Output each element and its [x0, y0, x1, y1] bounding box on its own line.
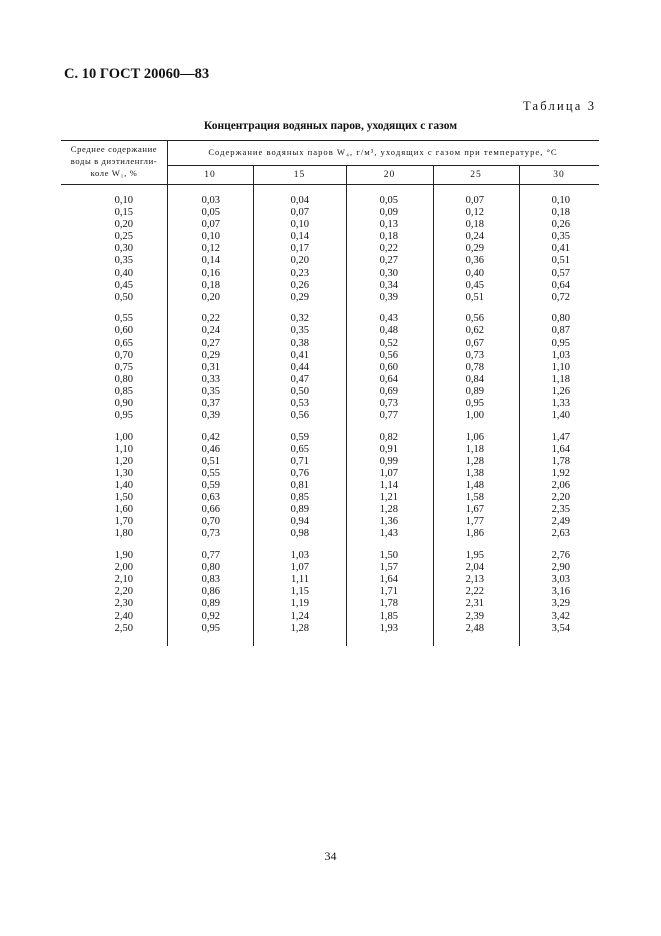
- table-cell: 2,63: [551, 528, 570, 540]
- table-cell: 0,95: [114, 410, 133, 422]
- table-cell: 0,60: [114, 325, 133, 337]
- table-cell: 0,12: [201, 243, 220, 255]
- table-cell: 1,03: [290, 550, 309, 562]
- table-cell: 0,29: [465, 243, 484, 255]
- table-cell: 1,77: [465, 516, 484, 528]
- table-cell: 0,44: [290, 361, 309, 373]
- table-cell: 0,47: [290, 373, 309, 385]
- table-cell: 0,41: [290, 349, 309, 361]
- table-cell: 1,33: [551, 398, 570, 409]
- table-cell: 0,41: [551, 243, 570, 255]
- table-cell: 3,42: [551, 610, 570, 622]
- table-cell: 1,10: [551, 361, 570, 373]
- table-cell: 3,03: [551, 574, 570, 586]
- table-cell: 0,57: [551, 267, 570, 279]
- table-cell: 0,10: [290, 219, 309, 231]
- table-cell: 0,18: [465, 219, 484, 231]
- table-cell: 1,86: [465, 528, 484, 540]
- table-cell: 0,73: [379, 398, 398, 409]
- table-cell: 0,66: [201, 504, 220, 516]
- table-cell: 2,39: [465, 610, 484, 622]
- vapor-column: [424, 195, 484, 635]
- table-cell: 1,26: [551, 385, 570, 397]
- table-cell: 1,40: [551, 410, 570, 422]
- table-cell: 0,32: [290, 313, 309, 325]
- table-cell: 0,07: [290, 207, 309, 219]
- table-cell: 0,35: [114, 255, 133, 267]
- vapor-column: [510, 195, 570, 635]
- table-cell: 0,64: [379, 373, 398, 385]
- table-cell: 1,15: [290, 586, 309, 598]
- table-cell: 1,18: [551, 373, 570, 385]
- table-cell: 0,35: [551, 231, 570, 243]
- table-cell: 0,59: [290, 431, 309, 443]
- table-cell: 0,03: [201, 195, 220, 206]
- table-cell: 0,29: [290, 291, 309, 303]
- table-cell: 0,86: [201, 586, 220, 598]
- column-header-line: воды в диэтиленгли-: [70, 156, 158, 166]
- table-cell: 1,10: [114, 443, 133, 455]
- table-cell: 0,07: [465, 195, 484, 206]
- table-cell: 0,37: [201, 398, 220, 409]
- table-cell: 2,30: [114, 598, 133, 610]
- table-cell: 0,07: [201, 219, 220, 231]
- table-cell: 1,03: [551, 349, 570, 361]
- table-cell: 1,78: [551, 455, 570, 467]
- table-cell: 0,16: [201, 267, 220, 279]
- table-cell: 0,31: [201, 361, 220, 373]
- table-cell: 0,45: [465, 279, 484, 291]
- table-cell: 1,95: [465, 550, 484, 562]
- table-cell: 0,63: [201, 492, 220, 504]
- table-cell: 0,05: [379, 195, 398, 206]
- table-cell: 0,56: [379, 349, 398, 361]
- table-cell: 1,28: [290, 622, 309, 634]
- table-cell: 0,91: [379, 443, 398, 455]
- table-cell: 1,48: [465, 480, 484, 492]
- table-cell: 0,92: [201, 610, 220, 622]
- table-cell: 1,58: [465, 492, 484, 504]
- table-cell: 2,20: [551, 492, 570, 504]
- table-cell: 0,05: [201, 207, 220, 219]
- table-cell: 1,20: [114, 455, 133, 467]
- table-cell: 0,40: [114, 267, 133, 279]
- column-header-line: Среднее содержание: [70, 144, 158, 154]
- table-cell: 2,06: [551, 480, 570, 492]
- table-cell: 0,75: [114, 361, 133, 373]
- column-header-water-content: [61, 143, 167, 179]
- table-cell: 0,80: [114, 373, 133, 385]
- table-cell: 0,34: [379, 279, 398, 291]
- page-number: 34: [324, 849, 337, 863]
- table-cell: 0,22: [201, 313, 220, 325]
- table-cell: 2,90: [551, 562, 570, 574]
- table-cell: 0,82: [379, 431, 398, 443]
- table-cell: 0,65: [290, 443, 309, 455]
- table-cell: 1,50: [114, 492, 133, 504]
- column-header-vapor-content: Содержание водяных паров W₄, г/м³, уходящих с газом при температуре, °С: [208, 147, 558, 157]
- table-cell: 0,85: [290, 492, 309, 504]
- table-cell: 2,10: [114, 574, 133, 586]
- table-cell: 1,06: [465, 431, 484, 443]
- table-cell: 0,20: [114, 219, 133, 231]
- table-cell: 0,85: [114, 385, 133, 397]
- table-cell: 0,59: [201, 480, 220, 492]
- table-cell: 0,30: [379, 267, 398, 279]
- table-cell: 2,31: [465, 598, 484, 610]
- table-cell: 1,28: [379, 504, 398, 516]
- table-cell: 0,95: [201, 622, 220, 634]
- table-cell: 0,70: [114, 349, 133, 361]
- vapor-column: [249, 195, 309, 635]
- table-cell: 0,87: [551, 325, 570, 337]
- table-cell: 2,48: [465, 622, 484, 634]
- table-cell: 1,60: [114, 504, 133, 516]
- table-cell: 0,90: [114, 398, 133, 409]
- table-cell: 0,73: [201, 528, 220, 540]
- table-cell: 0,53: [290, 398, 309, 409]
- table-cell: 2,04: [465, 562, 484, 574]
- temperature-header: 10: [204, 170, 216, 180]
- table-cell: 0,23: [290, 267, 309, 279]
- table-cell: 0,10: [551, 195, 570, 206]
- table-cell: 1,57: [379, 562, 398, 574]
- table-cell: 1,21: [379, 492, 398, 504]
- table-cell: 0,10: [114, 195, 133, 206]
- table-cell: 1,28: [465, 455, 484, 467]
- table-cell: 0,70: [201, 516, 220, 528]
- table-cell: 0,89: [290, 504, 309, 516]
- table-cell: 0,65: [114, 337, 133, 349]
- table-cell: 0,48: [379, 325, 398, 337]
- table-cell: 1,40: [114, 480, 133, 492]
- table-cell: 1,00: [465, 410, 484, 422]
- table-cell: 0,12: [465, 207, 484, 219]
- table-cell: 0,04: [290, 195, 309, 206]
- table-cell: 0,50: [290, 385, 309, 397]
- table-cell: 1,47: [551, 431, 570, 443]
- table-cell: 0,18: [201, 279, 220, 291]
- table-cell: 2,40: [114, 610, 133, 622]
- table-cell: 0,18: [379, 231, 398, 243]
- table-cell: 0,35: [290, 325, 309, 337]
- table-cell: 1,43: [379, 528, 398, 540]
- table-cell: 3,16: [551, 586, 570, 598]
- table-cell: 0,09: [379, 207, 398, 219]
- table-cell: 2,76: [551, 550, 570, 562]
- table-cell: 2,13: [465, 574, 484, 586]
- table-cell: 0,56: [290, 410, 309, 422]
- table-cell: 1,78: [379, 598, 398, 610]
- table-cell: 0,24: [465, 231, 484, 243]
- table-cell: 0,56: [465, 313, 484, 325]
- table-cell: 0,62: [465, 325, 484, 337]
- table-cell: 0,73: [465, 349, 484, 361]
- table-cell: 0,45: [114, 279, 133, 291]
- table-cell: 0,51: [201, 455, 220, 467]
- table-cell: 3,54: [551, 622, 570, 634]
- table-cell: 3,29: [551, 598, 570, 610]
- table-cell: 1,19: [290, 598, 309, 610]
- table-cell: 0,99: [379, 455, 398, 467]
- table-cell: 0,71: [290, 455, 309, 467]
- table-cell: 2,50: [114, 622, 133, 634]
- table-cell: 2,22: [465, 586, 484, 598]
- table-top-rule: [61, 140, 599, 141]
- table-number: Таблица 3: [523, 99, 597, 113]
- table-cell: 0,36: [465, 255, 484, 267]
- table-cell: 0,81: [290, 480, 309, 492]
- table-cell: 0,26: [290, 279, 309, 291]
- column-header-line: коле W₁, %: [90, 168, 138, 178]
- table-cell: 2,49: [551, 516, 570, 528]
- table-cell: 0,83: [201, 574, 220, 586]
- table-cell: 1,70: [114, 516, 133, 528]
- table-cell: 0,50: [114, 291, 133, 303]
- table-cell: 0,64: [551, 279, 570, 291]
- table-cell: 0,14: [290, 231, 309, 243]
- table-cell: 0,15: [114, 207, 133, 219]
- table-cell: 1,18: [465, 443, 484, 455]
- table-cell: 0,89: [201, 598, 220, 610]
- table-cell: 0,51: [551, 255, 570, 267]
- table-cell: 0,51: [465, 291, 484, 303]
- table-cell: 0,94: [290, 516, 309, 528]
- table-cell: 2,20: [114, 586, 133, 598]
- table-cell: 1,64: [379, 574, 398, 586]
- table-cell: 0,95: [465, 398, 484, 409]
- table-cell: 0,20: [290, 255, 309, 267]
- table-cell: 2,00: [114, 562, 133, 574]
- table-cell: 0,55: [114, 313, 133, 325]
- water-content-column: [73, 195, 133, 635]
- table-cell: 1,85: [379, 610, 398, 622]
- table-cell: 0,89: [465, 385, 484, 397]
- table-header-split-rule: [167, 165, 599, 166]
- table-cell: 0,95: [551, 337, 570, 349]
- table-cell: 0,10: [201, 231, 220, 243]
- table-cell: 0,26: [551, 219, 570, 231]
- table-cell: 0,35: [201, 385, 220, 397]
- table-cell: 0,42: [201, 431, 220, 443]
- table-cell: 0,29: [201, 349, 220, 361]
- table-cell: 1,92: [551, 467, 570, 479]
- table-cell: 0,14: [201, 255, 220, 267]
- temperature-header: 15: [293, 170, 306, 180]
- document-header: С. 10 ГОСТ 20060—83: [64, 66, 210, 82]
- table-cell: 0,17: [290, 243, 309, 255]
- table-cell: 1,80: [114, 528, 133, 540]
- table-cell: 0,46: [201, 443, 220, 455]
- table-cell: 0,27: [201, 337, 220, 349]
- table-cell: 0,24: [201, 325, 220, 337]
- table-cell: 0,76: [290, 467, 309, 479]
- table-cell: 0,22: [379, 243, 398, 255]
- table-cell: 0,98: [290, 528, 309, 540]
- vapor-column: [338, 195, 398, 635]
- table-cell: 0,43: [379, 313, 398, 325]
- table-cell: 0,27: [379, 255, 398, 267]
- table-cell: 0,13: [379, 219, 398, 231]
- table-cell: 0,20: [201, 291, 220, 303]
- table-cell: 0,78: [465, 361, 484, 373]
- table-cell: 0,77: [201, 550, 220, 562]
- table-cell: 0,77: [379, 410, 398, 422]
- table-cell: 0,39: [201, 410, 220, 422]
- table-cell: 0,38: [290, 337, 309, 349]
- table-cell: 0,69: [379, 385, 398, 397]
- table-cell: 0,39: [379, 291, 398, 303]
- table-cell: 1,67: [465, 504, 484, 516]
- table-cell: 0,84: [465, 373, 484, 385]
- table-cell: 1,14: [379, 480, 398, 492]
- vapor-column: [160, 195, 220, 635]
- table-cell: 1,07: [379, 467, 398, 479]
- temperature-header: 25: [470, 170, 482, 180]
- table-cell: 0,30: [114, 243, 133, 255]
- table-cell: 1,36: [379, 516, 398, 528]
- table-cell: 1,64: [551, 443, 570, 455]
- table-cell: 0,33: [201, 373, 220, 385]
- table-cell: 1,07: [290, 562, 309, 574]
- table-cell: 0,72: [551, 291, 570, 303]
- table-cell: 1,90: [114, 550, 133, 562]
- table-caption: Концентрация водяных паров, уходящих с газом: [203, 120, 458, 132]
- table-cell: 0,80: [201, 562, 220, 574]
- table-cell: 0,60: [379, 361, 398, 373]
- table-cell: 1,93: [379, 622, 398, 634]
- table-cell: 0,25: [114, 231, 133, 243]
- table-cell: 1,11: [291, 574, 309, 586]
- table-cell: 1,71: [379, 586, 398, 598]
- table-cell: 1,00: [114, 431, 133, 443]
- table-cell: 1,50: [379, 550, 398, 562]
- table-cell: 0,80: [551, 313, 570, 325]
- table-cell: 2,35: [551, 504, 570, 516]
- table-cell: 0,18: [551, 207, 570, 219]
- table-cell: 1,24: [290, 610, 309, 622]
- table-cell: 0,40: [465, 267, 484, 279]
- table-cell: 1,38: [465, 467, 484, 479]
- table-cell: 1,30: [114, 467, 133, 479]
- table-cell: 0,52: [379, 337, 398, 349]
- table-cell: 0,55: [201, 467, 220, 479]
- temperature-header: 30: [553, 170, 565, 180]
- table-cell: 0,67: [465, 337, 484, 349]
- temperature-header: 20: [383, 170, 396, 180]
